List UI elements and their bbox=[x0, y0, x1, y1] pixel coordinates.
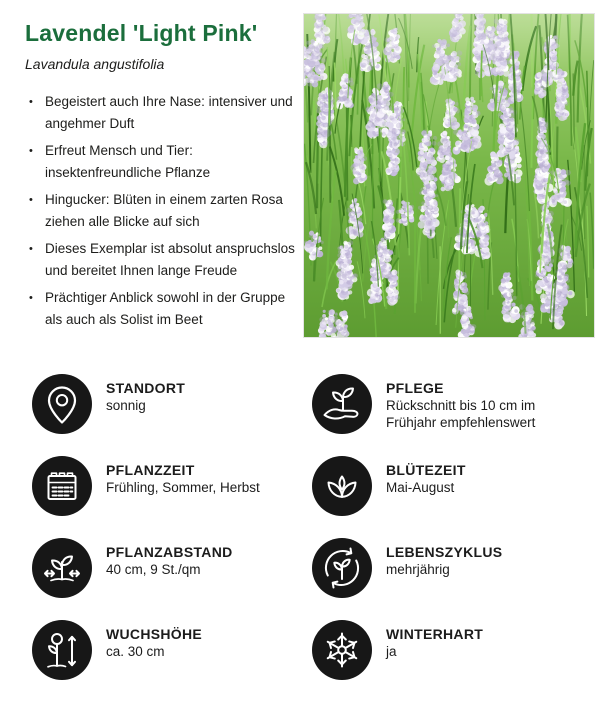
list-item: • Dieses Exemplar ist absolut anspruchslos und bereitet Ihnen lange Freude bbox=[25, 238, 303, 282]
list-item: • Prächtiger Anblick sowohl in der Gruppe als auch als Solist im Beet bbox=[25, 287, 303, 331]
feature-label: STANDORT bbox=[106, 380, 186, 396]
plant-spacing-icon bbox=[32, 538, 92, 598]
feature-pflanzabstand bbox=[32, 538, 312, 620]
feature-bluetezeit bbox=[312, 456, 572, 538]
feature-value: mehrjährig bbox=[386, 562, 450, 577]
snowflake-icon bbox=[312, 620, 372, 680]
list-item: • Hingucker: Blüten in einem zarten Rosa ziehen alle Blicke auf sich bbox=[25, 189, 303, 233]
feature-label: PFLANZABSTAND bbox=[106, 544, 233, 560]
feature-label: WINTERHART bbox=[386, 626, 484, 642]
hand-plant-icon bbox=[312, 374, 372, 434]
feature-label: BLÜTEZEIT bbox=[386, 462, 466, 478]
intro-section bbox=[25, 20, 297, 336]
feature-value: Mai-August bbox=[386, 480, 455, 495]
feature-value: ja bbox=[386, 644, 397, 659]
life-cycle-icon bbox=[312, 538, 372, 598]
feature-label: PFLEGE bbox=[386, 380, 444, 396]
map-pin-icon bbox=[32, 374, 92, 434]
feature-pflege bbox=[312, 374, 572, 456]
flower-icon bbox=[312, 456, 372, 516]
feature-lebenszyklus bbox=[312, 538, 572, 620]
feature-wuchshoehe bbox=[32, 620, 312, 702]
lavender-photo-canvas bbox=[304, 14, 594, 337]
highlights-list bbox=[25, 91, 297, 331]
feature-label: PFLANZZEIT bbox=[106, 462, 195, 478]
feature-pflanzzeit bbox=[32, 456, 312, 538]
list-item: • Begeistert auch Ihre Nase: intensiver und angehmer Duft bbox=[25, 91, 303, 135]
list-item: • Erfreut Mensch und Tier: insektenfreundliche Pflanze bbox=[25, 140, 303, 184]
calendar-icon bbox=[32, 456, 92, 516]
feature-grid bbox=[32, 374, 572, 702]
growth-height-icon bbox=[32, 620, 92, 680]
product-photo bbox=[303, 13, 595, 338]
feature-standort bbox=[32, 374, 312, 456]
feature-value: ca. 30 cm bbox=[106, 644, 165, 659]
feature-label: LEBENSZYKLUS bbox=[386, 544, 503, 560]
feature-winterhart bbox=[312, 620, 572, 702]
feature-value: Frühling, Sommer, Herbst bbox=[106, 480, 260, 495]
page-title: Lavendel 'Light Pink' bbox=[25, 20, 258, 46]
feature-value: sonnig bbox=[106, 398, 146, 413]
feature-value: Rückschnitt bis 10 cm im Frühjahr empfehlenswert bbox=[386, 398, 536, 430]
botanical-name: Lavandula angustifolia bbox=[25, 56, 165, 72]
feature-label: WUCHSHÖHE bbox=[106, 626, 203, 642]
feature-value: 40 cm, 9 St./qm bbox=[106, 562, 201, 577]
